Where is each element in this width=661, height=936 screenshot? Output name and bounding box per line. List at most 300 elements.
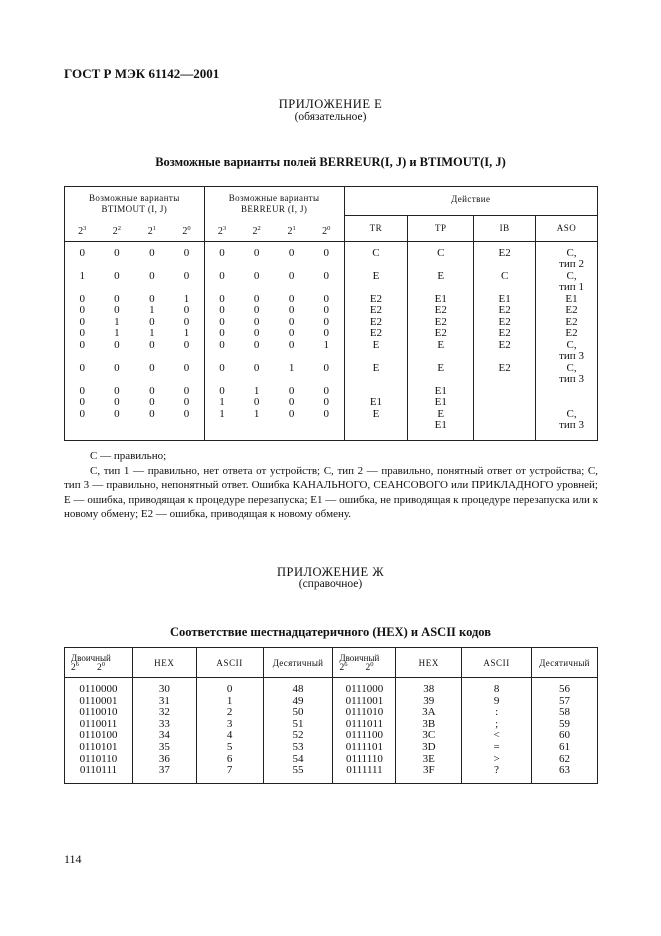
btimout-bit-cell: 0 [79, 304, 85, 316]
binary-cell: 0110100 [65, 730, 133, 742]
action-tp-cell [408, 271, 474, 294]
action-tr-cell [344, 340, 408, 363]
btimout-bit-cell: 0 [149, 292, 155, 305]
annex-zh-table [64, 647, 598, 784]
action-group-header: Действие [344, 187, 598, 216]
bit-base: 2 [339, 662, 345, 673]
action-value: C [437, 246, 445, 259]
ascii-cell: < [462, 730, 532, 742]
table-row [65, 328, 598, 340]
berreur-bit-cell: 0 [288, 292, 295, 305]
hex-cell: 30 [132, 678, 196, 696]
bit-weight-header [204, 215, 239, 241]
btimout-bit-cell: 0 [149, 269, 155, 282]
action-value: тип 1 [559, 281, 584, 293]
ascii-cell: > [462, 754, 532, 766]
binary-cell: 0111001 [333, 696, 396, 708]
hex-cell: 3D [396, 742, 462, 754]
ascii-header: ASCII [462, 648, 532, 678]
hex-cell: 39 [396, 696, 462, 708]
bit-exponent: 0 [101, 660, 105, 668]
action-ib-cell [474, 328, 536, 340]
action-value: E [437, 361, 445, 374]
table-row [65, 317, 598, 329]
ascii-cell: 5 [196, 742, 263, 754]
berreur-bit-cell: 0 [288, 246, 295, 259]
action-value: E1 [565, 292, 578, 305]
bit-weight-header [134, 215, 169, 241]
berreur-bit-cell: 0 [288, 304, 295, 316]
bit-base: 2 [287, 225, 293, 237]
berreur-bit-cell: 0 [288, 315, 295, 328]
action-tp-cell [408, 305, 474, 317]
hex-cell: 34 [132, 730, 196, 742]
berreur-bit-cell: 0 [309, 294, 344, 306]
btimout-bit-cell: 0 [79, 407, 85, 420]
btimout-bit-cell: 0 [79, 384, 85, 397]
action-value: E1 [434, 384, 447, 397]
action-tr-cell [344, 241, 408, 271]
decimal-cell: 48 [263, 678, 333, 696]
annex-e-table-title: Возможные варианты полей BERREUR(I, J) и BTIMOUT(I, J) [155, 155, 506, 169]
bit-exponent: 0 [187, 224, 191, 232]
table-row [65, 241, 598, 271]
btimout-bit-cell: 0 [149, 246, 155, 259]
berreur-bit-cell: 0 [253, 327, 260, 339]
decimal-cell: 49 [263, 696, 333, 708]
btimout-bit-cell: 0 [114, 292, 120, 305]
berreur-bit-cell: 0 [219, 338, 225, 351]
annex-e-notes [64, 449, 598, 522]
berreur-bit-cell: 0 [288, 338, 295, 351]
action-aso-cell [536, 271, 598, 294]
action-value: C [372, 246, 380, 259]
ascii-cell: = [462, 742, 532, 754]
action-ib-cell [474, 363, 536, 386]
ascii-cell: ? [462, 765, 532, 783]
btimout-bit-cell: 0 [149, 361, 155, 374]
action-aso-cell [536, 305, 598, 317]
action-aso-cell [536, 397, 598, 409]
btimout-bit-cell: 0 [169, 305, 204, 317]
btimout-bit-cell: 0 [114, 304, 120, 316]
table-row [65, 742, 598, 754]
action-tp-cell [408, 363, 474, 386]
bit-weight-header [239, 215, 274, 241]
action-value: E2 [369, 304, 383, 316]
decimal-cell: 62 [559, 752, 570, 765]
bit-base: 2 [112, 225, 118, 237]
action-value: C, [566, 338, 577, 351]
action-value: E1 [434, 292, 447, 305]
berreur-bit-cell: 1 [219, 407, 225, 420]
ascii-cell: 7 [196, 765, 263, 783]
btimout-bit-cell: 0 [149, 338, 155, 351]
table-row [65, 765, 598, 783]
binary-cell: 0111000 [333, 678, 396, 696]
table-row [65, 707, 598, 719]
bit-base: 2 [182, 225, 188, 237]
btimout-bit-cell: 0 [149, 315, 155, 328]
table-row [65, 294, 598, 306]
binary-cell: 0111100 [333, 730, 396, 742]
table-row [65, 386, 598, 398]
action-tp-cell [408, 241, 474, 271]
annex-zh-title: ПРИЛОЖЕНИЕ Ж [276, 565, 385, 579]
action-ib-cell [474, 340, 536, 363]
bit-weight-header [309, 215, 344, 241]
action-value: E1 [369, 396, 383, 408]
berreur-group-line2: BERREUR (I, J) [240, 204, 308, 214]
btimout-bit-cell: 0 [114, 396, 120, 408]
hex-cell: 33 [132, 719, 196, 731]
annex-e-title: ПРИЛОЖЕНИЕ Е [278, 97, 383, 111]
bit-exponent: 3 [222, 224, 227, 232]
action-aso-cell [536, 241, 598, 271]
ascii-cell: 2 [196, 707, 263, 719]
bit-exponent: 6 [344, 660, 348, 668]
decimal-cell: 52 [263, 730, 333, 742]
binary-header-label: Двоичный [339, 652, 380, 663]
action-col-ib: IB [474, 215, 536, 241]
btimout-bit-cell: 0 [79, 327, 85, 339]
table-row [65, 271, 598, 294]
hex-cell: 3B [396, 719, 462, 731]
berreur-bit-cell: 1 [253, 384, 260, 397]
note-correct: C — правильно; [90, 450, 167, 462]
binary-cell: 0111110 [333, 754, 396, 766]
action-tr-cell [344, 363, 408, 386]
decimal-cell: 57 [559, 694, 570, 707]
binary-cell: 0110001 [65, 696, 133, 708]
hex-cell: 3A [396, 707, 462, 719]
berreur-bit-cell: 0 [309, 328, 344, 340]
action-ib-cell [474, 386, 536, 398]
btimout-bit-cell: 0 [79, 361, 85, 374]
berreur-bit-cell: 0 [253, 304, 260, 316]
action-ib-cell [474, 271, 536, 294]
action-value: E2 [498, 327, 511, 339]
btimout-bit-cell: 0 [169, 409, 204, 441]
table-row [65, 409, 598, 441]
btimout-bit-cell: 0 [79, 396, 85, 408]
action-value: C, [566, 269, 577, 282]
btimout-group-line2: BTIMOUT (I, J) [101, 204, 168, 214]
btimout-bit-cell: 1 [169, 328, 204, 340]
action-value: E2 [498, 246, 511, 259]
action-value: E [372, 407, 380, 420]
binary-cell: 0111111 [333, 765, 396, 783]
btimout-bit-cell: 0 [114, 269, 120, 282]
action-value: E2 [434, 315, 447, 328]
action-value: E2 [565, 304, 578, 316]
action-value: E [437, 407, 445, 420]
berreur-bit-cell: 1 [219, 396, 225, 408]
action-value: E2 [369, 292, 383, 305]
btimout-bit-cell: 0 [169, 363, 204, 386]
btimout-bit-cell: 0 [149, 396, 155, 408]
hex-cell: 31 [132, 696, 196, 708]
ascii-cell: 3 [196, 719, 263, 731]
bit-exponent: 0 [327, 224, 331, 232]
berreur-bit-cell: 0 [219, 384, 225, 397]
btimout-bit-cell: 1 [149, 327, 155, 339]
btimout-bit-cell: 1 [79, 269, 85, 282]
action-value: E2 [434, 304, 447, 316]
note-legend: C, тип 1 — правильно, нет ответа от устройств; C, тип 2 — правильно, понятный ответ от устройства; C, тип 3 — правильно, непонятный ответ. Ошибка КАНАЛЬНОГО, СЕАНСОВОГО или ПРИКЛАДНОГО уровней; E — ошибка, приводящая к процедуре перезапуска; E1 — ошибка, не приводящая к процедуре перезапуска или к новому обмену; E2 — ошибка, приводящая к новому обмену. [64, 464, 598, 520]
decimal-header: Десятичный [539, 657, 590, 668]
berreur-bit-cell: 0 [288, 407, 295, 420]
decimal-cell: 63 [559, 764, 570, 777]
action-col-aso: ASO [556, 223, 577, 233]
action-ib-cell [474, 409, 536, 441]
binary-header-weights [71, 660, 132, 673]
berreur-bit-cell: 0 [309, 317, 344, 329]
berreur-bit-cell: 0 [288, 327, 295, 339]
ascii-cell: 4 [196, 730, 263, 742]
binary-cell: 0110110 [65, 754, 133, 766]
ascii-header: ASCII [196, 648, 263, 678]
berreur-bit-cell: 0 [219, 304, 225, 316]
bit-base: 2 [322, 225, 328, 237]
binary-cell: 0110111 [65, 765, 133, 783]
berreur-bit-cell: 0 [253, 292, 260, 305]
hex-cell: 37 [132, 765, 196, 783]
action-value: C, [566, 361, 577, 374]
table-row [65, 730, 598, 742]
binary-cell: 0110101 [65, 742, 133, 754]
action-value: E2 [498, 338, 511, 351]
action-tr-cell [344, 328, 408, 340]
decimal-cell: 60 [559, 729, 570, 742]
decimal-cell: 59 [559, 717, 570, 730]
hex-header: HEX [396, 648, 462, 678]
decimal-cell: 53 [263, 742, 333, 754]
btimout-bit-cell: 1 [149, 304, 155, 316]
ascii-cell: : [462, 707, 532, 719]
berreur-bit-cell: 0 [309, 397, 344, 409]
decimal-cell: 51 [263, 719, 333, 731]
action-tr-cell [344, 397, 408, 409]
action-aso-cell [536, 328, 598, 340]
berreur-bit-cell: 0 [253, 361, 260, 374]
berreur-bit-cell: 1 [288, 361, 295, 374]
action-value: E1 [498, 292, 511, 305]
btimout-bit-cell: 0 [114, 361, 120, 374]
decimal-cell: 56 [559, 683, 570, 695]
action-value: E2 [498, 361, 511, 374]
action-tr-cell [344, 271, 408, 294]
btimout-group-header [65, 187, 205, 216]
annex-zh-table-title: Соответствие шестнадцатеричного (HEX) и ASCII кодов [169, 625, 491, 639]
binary-cell: 0110000 [65, 678, 133, 696]
bit-exponent: 1 [292, 224, 296, 232]
binary-header [65, 648, 133, 678]
binary-cell: 0111011 [333, 719, 396, 731]
berreur-bit-cell: 0 [309, 363, 344, 386]
table-row [65, 678, 598, 696]
annex-e-subtitle: (обязательное) [294, 111, 367, 123]
table-row [65, 719, 598, 731]
bit-exponent: 0 [370, 660, 374, 668]
berreur-bit-cell: 0 [253, 246, 260, 259]
berreur-bit-cell: 0 [288, 384, 295, 397]
action-value: C [500, 269, 509, 282]
action-ib-cell [474, 397, 536, 409]
binary-cell: 0111010 [333, 707, 396, 719]
hex-cell: 3F [396, 765, 462, 783]
bit-weight-header [274, 215, 309, 241]
btimout-group-line1: Возможные варианты [89, 193, 180, 203]
berreur-group-line1: Возможные варианты [228, 193, 320, 203]
annex-zh-subtitle: (справочное) [298, 578, 363, 590]
action-col-tr: TR [344, 215, 408, 241]
bit-weight-header [169, 215, 204, 241]
berreur-bit-cell: 0 [219, 269, 225, 282]
btimout-bit-cell: 0 [79, 246, 85, 259]
action-aso-cell [536, 340, 598, 363]
action-value: тип 3 [559, 419, 584, 431]
action-tr-cell [344, 409, 408, 441]
action-value: C, [566, 407, 577, 420]
bit-exponent: 1 [152, 224, 156, 232]
action-col-tp: TP [408, 215, 474, 241]
berreur-bit-cell: 0 [219, 327, 225, 339]
btimout-bit-cell: 0 [79, 315, 85, 328]
action-aso-cell [536, 363, 598, 386]
action-value: тип 3 [559, 350, 584, 362]
binary-header-label: Двоичный [71, 652, 111, 663]
ascii-cell: ; [462, 719, 532, 731]
btimout-bit-cell: 0 [169, 386, 204, 398]
binary-cell: 0110010 [65, 707, 133, 719]
bit-exponent: 6 [75, 660, 79, 668]
btimout-bit-cell: 1 [114, 327, 120, 339]
ascii-cell: 9 [462, 696, 532, 708]
btimout-bit-cell: 0 [169, 271, 204, 294]
binary-header-weights [339, 660, 395, 673]
table-row [65, 340, 598, 363]
action-value: E2 [498, 304, 511, 316]
hex-cell: 35 [132, 742, 196, 754]
bit-exponent: 2 [117, 224, 122, 232]
berreur-bit-cell: 0 [309, 386, 344, 398]
binary-header [333, 648, 396, 678]
hex-header: HEX [132, 648, 196, 678]
bit-weight-header [65, 215, 100, 241]
berreur-bit-cell: 1 [253, 407, 260, 420]
action-ib-cell [474, 305, 536, 317]
decimal-cell: 58 [559, 706, 570, 719]
ascii-cell: 6 [196, 754, 263, 766]
btimout-bit-cell: 1 [169, 294, 204, 306]
btimout-bit-cell: 0 [114, 407, 120, 420]
hex-cell: 36 [132, 754, 196, 766]
berreur-bit-cell: 0 [253, 338, 260, 351]
action-value: тип 3 [559, 373, 584, 385]
decimal-cell: 54 [263, 754, 333, 766]
bit-exponent: 2 [257, 224, 261, 232]
berreur-bit-cell: 0 [253, 315, 260, 328]
berreur-bit-cell: 0 [309, 241, 344, 271]
btimout-bit-cell: 0 [79, 338, 85, 351]
action-tp-cell [408, 328, 474, 340]
action-value: E [437, 338, 445, 351]
action-aso-cell [536, 409, 598, 441]
action-ib-cell [474, 241, 536, 271]
table-row [65, 305, 598, 317]
action-aso-cell [536, 386, 598, 398]
action-value: E [372, 338, 380, 351]
action-value: E [372, 269, 380, 282]
bit-base: 2 [252, 225, 258, 237]
action-value: E1 [434, 419, 447, 431]
table-row [65, 696, 598, 708]
ascii-cell: 1 [196, 696, 263, 708]
berreur-bit-cell: 1 [309, 340, 344, 363]
berreur-bit-cell: 0 [253, 269, 260, 282]
action-value: E2 [434, 327, 447, 339]
btimout-bit-cell: 0 [114, 384, 120, 397]
btimout-bit-cell: 0 [169, 317, 204, 329]
hex-cell: 38 [396, 678, 462, 696]
action-value: E1 [434, 396, 447, 408]
action-value: E2 [369, 315, 383, 328]
decimal-cell: 50 [263, 707, 333, 719]
action-tp-cell [408, 340, 474, 363]
action-value: E2 [565, 327, 578, 339]
decimal-header: Десятичный [263, 648, 333, 678]
decimal-cell: 55 [263, 765, 333, 783]
btimout-bit-cell: 0 [149, 407, 155, 420]
berreur-bit-cell: 0 [309, 305, 344, 317]
binary-cell: 0111101 [333, 742, 396, 754]
action-tr-cell [344, 305, 408, 317]
bit-base: 2 [365, 662, 371, 673]
action-tp-cell [408, 409, 474, 441]
btimout-bit-cell: 0 [114, 246, 120, 259]
table-row [65, 754, 598, 766]
action-tp-cell [408, 397, 474, 409]
ascii-cell: 0 [196, 678, 263, 696]
action-value: тип 2 [559, 258, 584, 270]
btimout-bit-cell: 0 [169, 241, 204, 271]
page-number: 114 [64, 852, 82, 866]
binary-cell: 0110011 [65, 719, 133, 731]
berreur-bit-cell: 0 [219, 246, 225, 259]
action-value: E [437, 269, 445, 282]
action-value: E [372, 361, 380, 374]
decimal-cell: 61 [559, 740, 570, 753]
bit-base: 2 [78, 225, 84, 237]
btimout-bit-cell: 0 [169, 397, 204, 409]
action-value: E2 [565, 315, 578, 328]
btimout-bit-cell: 0 [79, 292, 85, 305]
table-row [65, 363, 598, 386]
bit-base: 2 [71, 662, 76, 673]
action-value: C, [566, 246, 577, 259]
btimout-bit-cell: 1 [114, 315, 120, 328]
hex-cell: 32 [132, 707, 196, 719]
hex-cell: 3E [396, 754, 462, 766]
hex-cell: 3C [396, 730, 462, 742]
berreur-bit-cell: 0 [219, 361, 225, 374]
berreur-bit-cell: 0 [288, 269, 295, 282]
berreur-bit-cell: 0 [219, 315, 225, 328]
btimout-bit-cell: 0 [149, 384, 155, 397]
bit-base: 2 [147, 225, 153, 237]
berreur-bit-cell: 0 [288, 396, 295, 408]
